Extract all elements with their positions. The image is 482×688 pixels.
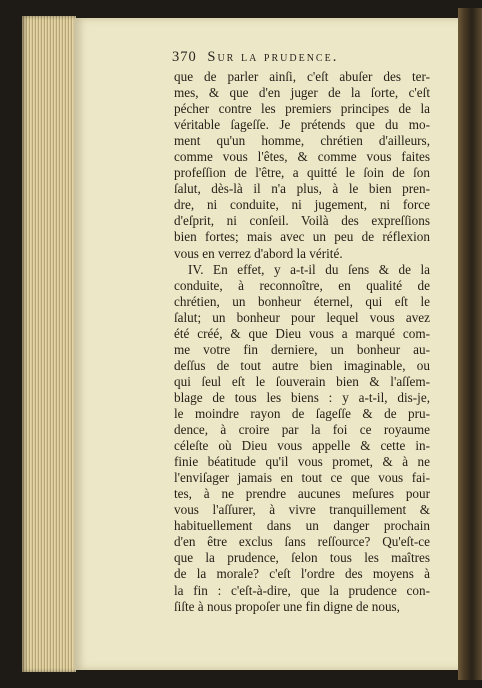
text-line: pécher contre les premiers principes de la <box>174 101 430 117</box>
page-fore-edge <box>22 16 76 672</box>
text-line: IV. En effet, y a-t-il du ſens & de la <box>188 261 430 277</box>
text-line: vous en verrez d'abord la vérité. <box>174 245 343 261</box>
text-line: de la morale? c'eſt l'ordre des moyens à <box>174 566 430 582</box>
text-line: tes, à ne prendre aucunes meſures pour <box>174 486 430 502</box>
text-line: bien fortes; mais avec un peu de réflexion <box>174 229 430 245</box>
text-line: profeſſion de l'être, a quitté le ſoin de ſon <box>174 165 430 181</box>
text-line: comme vous l'êtes, & comme vous faites <box>174 149 430 165</box>
text-line: que la prudence, ſelon tous les maîtres <box>174 550 430 566</box>
text-line: dence, à croire par la foi ce royaume <box>174 422 430 438</box>
text-line: mes, & que d'en juger de la ſorte, c'eſt <box>174 85 430 101</box>
binding-gutter <box>458 8 482 680</box>
running-head-title: Sur la prudence. <box>207 49 339 65</box>
text-line: ment qu'un homme, chrétien d'ailleurs, <box>174 133 430 149</box>
text-line: le moindre rayon de ſageſſe & de pru- <box>174 405 430 421</box>
text-line: ſalut, dès-là il n'a plus, à le bien pren- <box>174 181 430 197</box>
text-line: blage de tous les biens : y a-t-il, dis-je, <box>174 389 430 405</box>
text-line: ſalut; un bonheur pour lequel vous avez <box>174 309 430 325</box>
text-line: qui ſeul eſt le ſouverain bien & l'aſſem- <box>174 373 430 389</box>
text-line: habituellement dans un danger prochain <box>174 518 430 534</box>
text-line: céleſte où Dieu vous appelle & cette in- <box>174 438 430 454</box>
text-line: que de parler ainſi, c'eſt abuſer des ter- <box>174 69 430 84</box>
text-line: me votre fin derniere, un bonheur au- <box>174 341 430 357</box>
text-line: chrétien, un bonheur éternel, qui eſt le <box>174 293 430 309</box>
text-line: conduite, à reconnoître, en qualité de <box>174 277 430 293</box>
text-line: dre, ni conduite, ni jugement, ni force <box>174 197 430 213</box>
text-line: ſiſte à nous propoſer une fin digne de nous, <box>174 598 400 614</box>
text-line: d'eſprit, ni conſeil. Voilà des expreſſions <box>174 213 430 229</box>
text-line: deſſus de tout autre bien imaginable, ou <box>174 357 430 373</box>
running-header <box>172 49 338 66</box>
text-line: véritable ſageſſe. Je prétends que du mo- <box>174 117 430 133</box>
text-line: l'enviſager jamais en tout ce que vous fai- <box>174 470 430 486</box>
text-line: finie béatitude qu'il vous promet, & à ne <box>174 454 430 470</box>
text-line: vous l'aſſurer, à vivre tranquillement & <box>174 502 430 518</box>
text-line: d'en être exclus ſans reſſource? Qu'eſt-ce <box>174 534 430 550</box>
page-number: 370 <box>172 49 197 65</box>
body-text <box>174 69 430 615</box>
text-line: la fin : c'eſt-à-dire, que la prudence con- <box>174 582 430 598</box>
text-line: été créé, & que Dieu vous a marqué com- <box>174 325 430 341</box>
